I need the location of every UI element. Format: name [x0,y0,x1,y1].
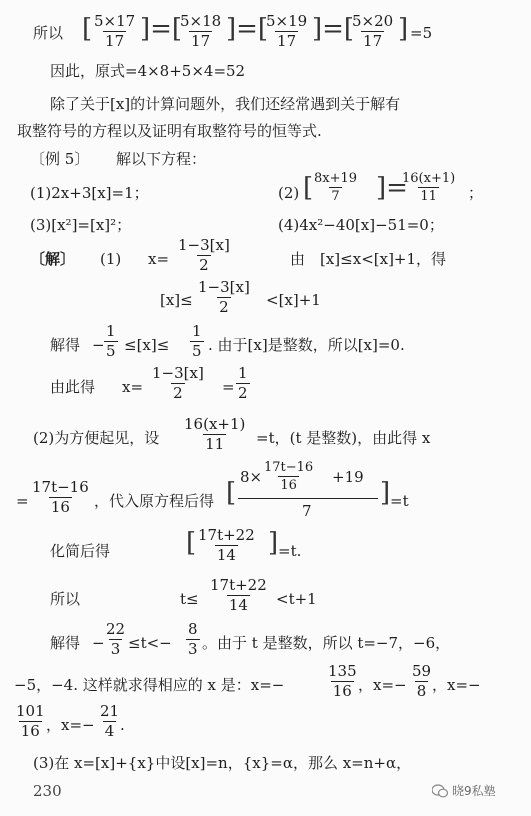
bracket-open: [ [226,478,237,508]
equation-4: (4)4x²−40[x]−51=0； [278,216,444,234]
watermark-text: 晓9私塾 [452,784,496,798]
solution-tag: 〔解〕 [30,250,76,268]
fraction-bar [238,498,378,499]
fraction: $\frac{16(x+1)}{11}$ [184,415,246,453]
bracket-close: ]=[ [226,14,269,44]
fraction: $\frac{5\times 18}{17}$ [180,12,222,50]
watermark [432,782,496,799]
fraction: $\frac{1-3[x]}{2}$ [198,278,250,316]
fraction: $\frac{17t+22}{14}$ [210,576,267,614]
equation-3: (3)[x²]=[x]²； [30,216,132,234]
fraction: $\frac{8}{3}$ [188,620,198,658]
bracket-close: ] [380,478,391,508]
bracket-close: ] [268,528,279,558]
paragraph-line-b: 取整符号的方程以及证明有取整符号的恒等式. [17,122,322,140]
bracket-close: ]=[ [140,14,183,44]
bracket-close: ]=[ [312,14,355,44]
fraction: $\frac{1-3[x]}{2}$ [178,236,230,274]
line-2: 因此，原式=4×8+5×4=52 [50,62,246,80]
minus-sign: − [92,634,105,652]
equals-5: =5 [410,24,433,42]
fraction: $\frac{22}{3}$ [106,620,126,658]
minus-sign: − [92,336,105,354]
bracket-open: [ [303,173,314,203]
fraction: $\frac{17t-16}{16}$ [32,478,89,516]
paragraph-line-a: 除了关于[x]的计算问题外，我们还经常遇到关于解有 [50,95,401,113]
fraction: $\frac{1}{5}$ [106,322,116,360]
text-suoyi: 所以 [33,24,64,42]
equals-sign: = [16,492,29,510]
fraction: $\frac{135}{16}$ [328,662,357,700]
fraction: $\frac{1-3[x]}{2}$ [152,364,204,402]
example-text: 解以下方程： [116,150,207,168]
bracket-open: [ [82,14,93,44]
fraction: $\frac{5\times 20}{17}$ [352,12,394,50]
part-3-line: (3)在 x=[x]+{x}中设[x]=n，{x}=α，那么 x=n+α， [33,754,412,772]
wechat-icon [432,784,448,798]
fraction: $\frac{8x+19}{7}$ [314,171,358,204]
fraction: $\frac{17t-16}{16}$ [264,460,314,493]
page-number: 230 [33,782,62,800]
fraction: $\frac{16(x+1)}{11}$ [402,171,456,204]
bracket-close: ] [398,14,409,44]
fraction: $\frac{101}{16}$ [16,702,45,740]
fraction: $\frac{1}{2}$ [238,364,248,402]
example-tag: 〔例 5〕 [30,150,90,168]
fraction: $\frac{59}{8}$ [412,662,432,700]
fraction: $\frac{5\times 19}{17}$ [266,12,308,50]
equation-1: (1)2x+3[x]=1； [30,184,149,202]
fraction: $\frac{1}{5}$ [192,322,202,360]
fraction: $\frac{21}{4}$ [100,702,120,740]
fraction: $\frac{5\times 17}{17}$ [94,12,136,50]
fraction: $\frac{17t+22}{14}$ [198,526,255,564]
bracket-open: [ [186,528,197,558]
bracket-close: ]= [376,173,408,203]
